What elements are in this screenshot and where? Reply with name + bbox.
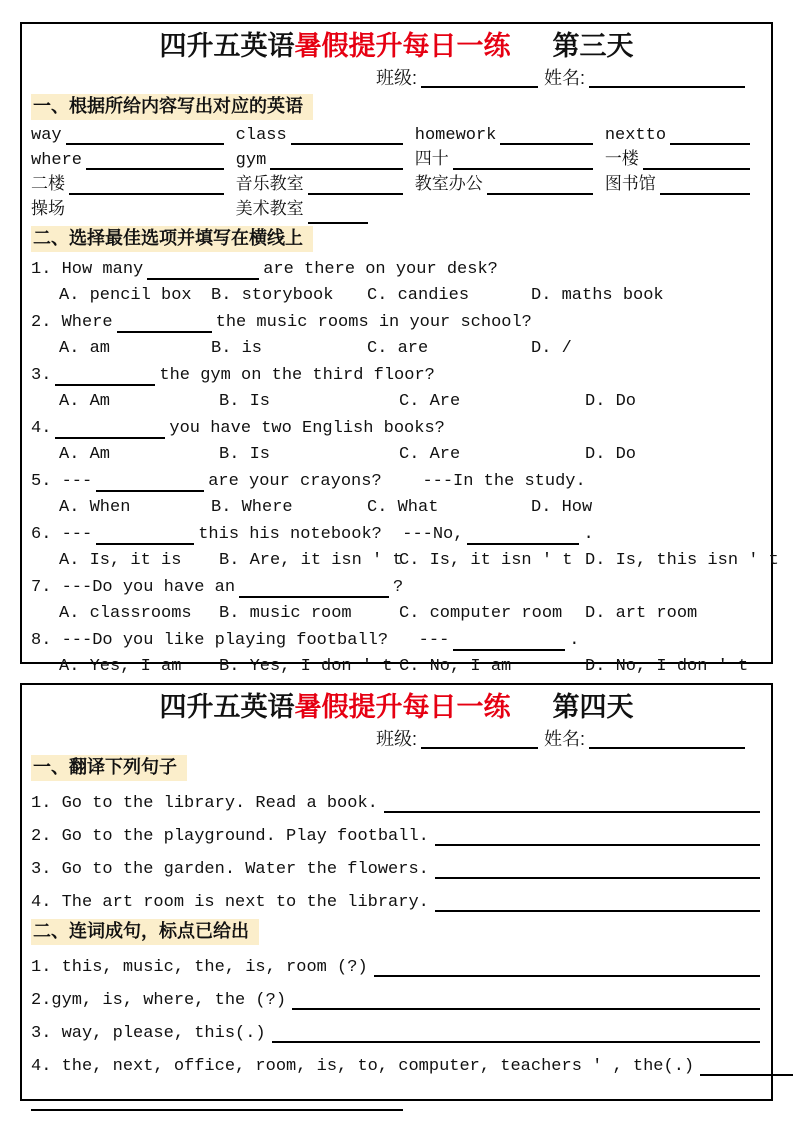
question-row (31, 307, 762, 334)
name-blank-line[interactable] (589, 70, 745, 88)
question-text: are there on your desk? (263, 259, 498, 279)
option-c[interactable]: C. What (367, 498, 439, 517)
sentence-text: 2.gym, is, where, the (?) (31, 991, 287, 1010)
options-row (31, 546, 779, 573)
answer-blank-line[interactable] (500, 141, 592, 145)
answer-blank-line[interactable] (292, 1006, 760, 1010)
answer-blank-line[interactable] (435, 842, 760, 846)
answer-blank-line[interactable] (270, 166, 402, 170)
vocab-cell (415, 150, 605, 172)
question-text: 3. (31, 365, 52, 385)
class-blank-line[interactable] (421, 731, 538, 749)
vocab-cell (31, 150, 236, 172)
answer-blank-line[interactable] (435, 908, 760, 912)
vocab-word: class (235, 126, 287, 145)
answer-blank-line[interactable] (96, 474, 204, 492)
rearrange-item (31, 947, 762, 980)
answer-blank-line[interactable] (69, 191, 224, 195)
question-row (31, 254, 762, 281)
answer-blank-line[interactable] (272, 1039, 760, 1043)
vocab-cell (236, 150, 415, 172)
options-row (31, 387, 762, 414)
question-text: the gym on the third floor? (159, 365, 435, 385)
vocab-cell (236, 175, 415, 197)
option-d[interactable]: D. Do (585, 392, 637, 411)
option-b[interactable]: B. Are, it isn ' t (219, 551, 403, 570)
answer-blank-line[interactable] (55, 368, 155, 386)
answer-blank-line[interactable] (453, 166, 593, 170)
rearrange-item (31, 1046, 762, 1079)
vocab-row (31, 172, 762, 197)
question-text: 6. --- (31, 524, 93, 544)
title-prefix: 四升五英语 (159, 31, 295, 61)
vocab-word: 操场 (31, 201, 65, 220)
answer-blank-line[interactable] (239, 580, 389, 598)
option-c[interactable]: C. are (367, 339, 429, 358)
vocab-word: 一楼 (604, 151, 639, 170)
vocab-cell (605, 150, 762, 172)
option-c[interactable]: C. No, I am (399, 657, 512, 676)
answer-blank-line[interactable] (467, 527, 579, 545)
answer-blank-line[interactable] (86, 166, 224, 170)
answer-blank-line[interactable] (453, 633, 565, 651)
translate-item (31, 816, 762, 849)
translate-item (31, 783, 762, 816)
sentence-text: 4. The art room is next to the library. (31, 893, 429, 912)
vocab-word: 二楼 (31, 176, 65, 195)
vocab-grid (31, 122, 762, 222)
question-row (31, 466, 762, 493)
question-text: 1. How many (31, 259, 144, 279)
section-1-title: 一、根据所给内容写出对应的英语 (31, 94, 313, 120)
vocab-row (31, 147, 762, 172)
title-day: 第三天 (552, 31, 634, 61)
worksheet-day4 (20, 683, 773, 1101)
question-text: 8. ---Do you like playing football? --- (31, 630, 450, 650)
class-blank-line[interactable] (421, 70, 538, 88)
option-a[interactable]: A. am (59, 339, 111, 358)
vocab-cell (31, 125, 236, 147)
option-a[interactable]: A. Is, it is (59, 551, 182, 570)
answer-blank-line[interactable] (308, 220, 368, 224)
section-1-title: 一、翻译下列句子 (31, 755, 187, 781)
options-row (31, 440, 762, 467)
option-c[interactable]: C. Is, it isn ' t (399, 551, 573, 570)
vocab-word: homework (414, 126, 497, 145)
question-text: 4. (31, 418, 52, 438)
option-d[interactable]: D. No, I don ' t (585, 657, 749, 676)
options-row (31, 599, 762, 626)
vocab-word: 音乐教室 (235, 176, 304, 195)
section-2-header (31, 919, 762, 945)
vocab-word: 美术教室 (235, 201, 304, 220)
question-row (31, 413, 762, 440)
option-b[interactable]: B. music room (219, 604, 352, 623)
class-label: 班级: (376, 729, 418, 749)
section-1-header (31, 755, 762, 781)
vocab-word: gym (235, 151, 267, 170)
options-row (31, 334, 762, 361)
question-text: 7. ---Do you have an (31, 577, 236, 597)
option-d[interactable]: D. / (531, 339, 572, 358)
option-a[interactable]: A. Am (59, 392, 111, 411)
vocab-cell (31, 175, 236, 197)
answer-blank-line[interactable] (670, 141, 750, 145)
vocab-word: 教室办公 (414, 176, 483, 195)
answer-blank-line[interactable] (55, 421, 165, 439)
option-c[interactable]: C. Are (399, 392, 461, 411)
question-row (31, 360, 762, 387)
option-b[interactable]: B. is (211, 339, 263, 358)
name-label: 姓名: (544, 729, 586, 749)
title-highlight: 暑假提升每日一练 (294, 692, 511, 722)
answer-blank-line[interactable] (66, 141, 224, 145)
option-b[interactable]: B. storybook (211, 286, 334, 305)
question-row (31, 572, 762, 599)
options-row (31, 652, 762, 679)
answer-blank-line[interactable] (643, 166, 750, 170)
option-b[interactable]: B. Where (211, 498, 293, 517)
question-text: are your crayons? ---In the study. (208, 471, 586, 491)
option-c[interactable]: C. computer room (399, 604, 563, 623)
question-text: the music rooms in your school? (215, 312, 532, 332)
answer-blank-line[interactable] (291, 141, 403, 145)
page-title (31, 28, 762, 64)
vocab-cell (605, 175, 762, 197)
name-blank-line[interactable] (589, 731, 745, 749)
option-d[interactable]: D. Do (585, 445, 637, 464)
vocab-row (31, 122, 762, 147)
worksheet-day3 (20, 22, 779, 676)
option-b[interactable]: B. Is (219, 445, 271, 464)
section-2-title: 二、连词成句，标点已给出 (31, 919, 259, 945)
translate-item (31, 882, 762, 915)
sentence-text: 3. way, please, this(.) (31, 1024, 266, 1043)
question-text: 5. --- (31, 471, 93, 491)
answer-blank-line[interactable] (374, 973, 760, 977)
sentence-text: 1. Go to the library. Read a book. (31, 794, 378, 813)
vocab-word: 图书馆 (604, 176, 656, 195)
name-label: 姓名: (544, 68, 586, 88)
answer-blank-line[interactable] (117, 315, 212, 333)
vocab-cell (605, 125, 762, 147)
sentence-text: 1. this, music, the, is, room (?) (31, 958, 368, 977)
answer-blank-line[interactable] (308, 191, 403, 195)
answer-blank-line[interactable] (147, 262, 259, 280)
answer-blank-line[interactable] (700, 1072, 793, 1076)
rearrange-item (31, 980, 762, 1013)
option-d[interactable]: D. art room (585, 604, 698, 623)
option-d[interactable]: D. Is, this isn ' t (585, 551, 779, 570)
question-text: . (583, 524, 594, 544)
question-text: ? (393, 577, 404, 597)
vocab-row (31, 197, 762, 222)
answer-blank-line[interactable] (435, 875, 760, 879)
title-prefix: 四升五英语 (159, 692, 295, 722)
answer-blank-line[interactable] (487, 191, 593, 195)
class-name-row (376, 64, 762, 90)
class-name-row (376, 725, 762, 751)
option-d[interactable]: D. maths book (531, 286, 664, 305)
vocab-cell (236, 125, 415, 147)
option-b[interactable]: B. Is (219, 392, 271, 411)
option-d[interactable]: D. How (531, 498, 593, 517)
vocab-cell (31, 200, 236, 222)
question-text: . (569, 630, 580, 650)
sentence-text: 4. the, next, office, room, is, to, computer, teachers ' , the(.) (31, 1057, 695, 1076)
options-row (31, 493, 762, 520)
sentence-text: 2. Go to the playground. Play football. (31, 827, 429, 846)
title-day: 第四天 (552, 692, 634, 722)
title-highlight: 暑假提升每日一练 (294, 31, 511, 61)
option-c[interactable]: C. Are (399, 445, 461, 464)
option-a[interactable]: A. Yes, I am (59, 657, 182, 676)
option-a[interactable]: A. pencil box (59, 286, 192, 305)
options-row (31, 281, 762, 308)
question-text: this his notebook? ---No, (198, 524, 464, 544)
option-b[interactable]: B. Yes, I don ' t (219, 657, 393, 676)
translate-item (31, 849, 762, 882)
vocab-cell (415, 175, 605, 197)
question-text: 2. Where (31, 312, 113, 332)
option-a[interactable]: A. classrooms (59, 604, 192, 623)
vocab-word: way (31, 126, 62, 145)
answer-blank-line[interactable] (384, 809, 760, 813)
continuation-blank-line[interactable] (31, 1107, 403, 1111)
option-a[interactable]: A. When (59, 498, 131, 517)
option-c[interactable]: C. candies (367, 286, 470, 305)
question-row (31, 519, 762, 546)
class-label: 班级: (376, 68, 418, 88)
answer-blank-line[interactable] (660, 191, 750, 195)
question-row (31, 625, 762, 652)
rearrange-item (31, 1013, 762, 1046)
answer-blank-line[interactable] (96, 527, 194, 545)
option-a[interactable]: A. Am (59, 445, 111, 464)
vocab-cell (415, 125, 605, 147)
section-1-header (31, 94, 762, 120)
vocab-cell (236, 200, 415, 222)
page-title (31, 689, 762, 725)
vocab-word: nextto (604, 126, 667, 145)
vocab-word: 四十 (414, 151, 449, 170)
section-2-header (31, 226, 762, 252)
question-text: you have two English books? (169, 418, 445, 438)
section-2-title: 二、选择最佳选项并填写在横线上 (31, 226, 313, 252)
sentence-text: 3. Go to the garden. Water the flowers. (31, 860, 429, 879)
vocab-word: where (31, 151, 83, 170)
